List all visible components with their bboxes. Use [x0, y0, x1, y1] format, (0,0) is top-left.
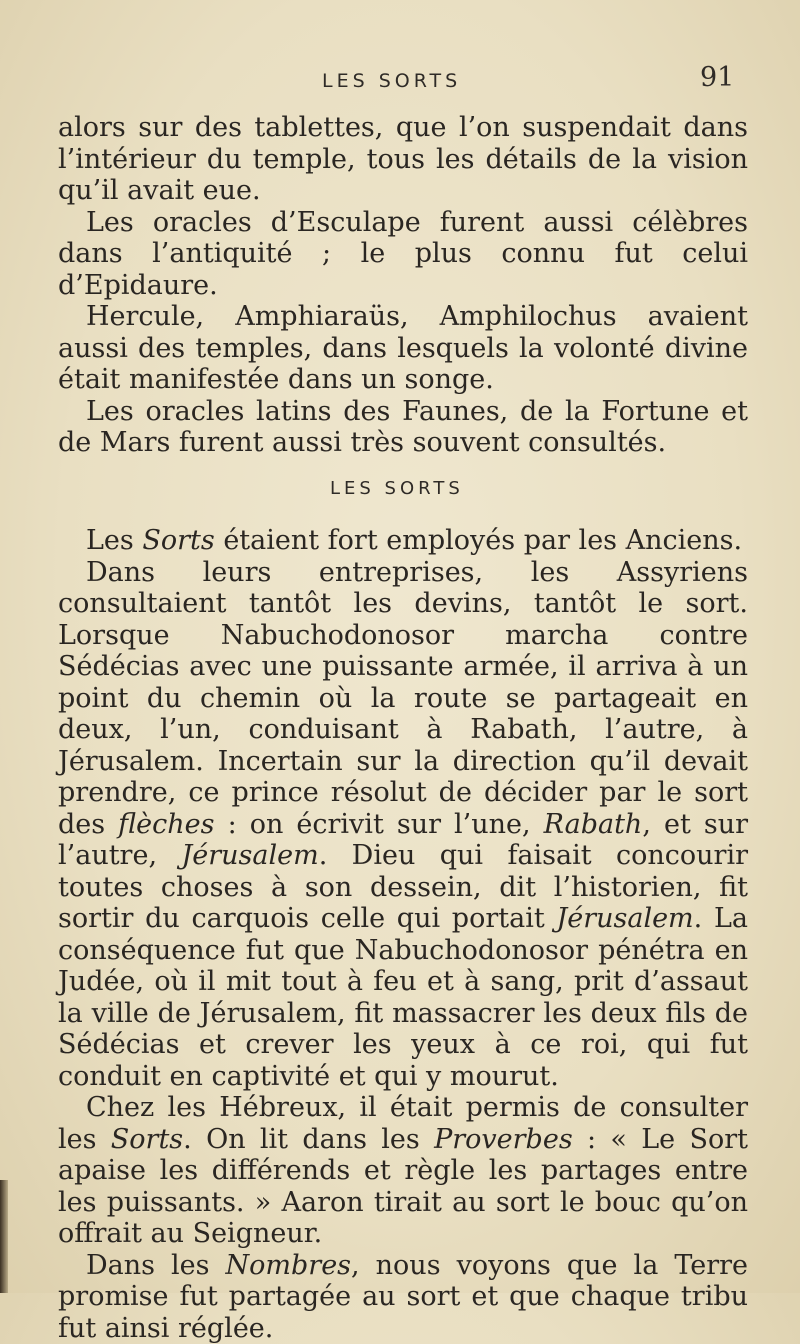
- section-text: [58, 525, 748, 1344]
- italic-term: Jérusalem: [181, 840, 318, 871]
- paragraph: Dans les Nombres, nous voyons que la Terre promise fut partagée au sort et que chaque tribu fut ainsi réglée.: [58, 1250, 748, 1344]
- section-title: LES SORTS: [330, 478, 464, 499]
- running-title: LES SORTS: [322, 70, 461, 92]
- italic-term: Sorts: [111, 1124, 183, 1155]
- italic-term: Nombres: [226, 1250, 352, 1281]
- paragraph: Dans leurs entreprises, les Assyriens consultaient tantôt les devins, tantôt le sort. Lorsque Nabuchodonosor marcha contre Sédécias avec une puissante armée, il arriva à un point du chemin où la route se partageait en deux, l’un, conduisant à Rabath, l’autre, à Jérusalem. Incertain sur la direction qu’il devait prendre, ce prince résolut de décider par le sort des flèches : on écrivit sur l’une, Rabath, et sur l’autre, Jérusalem. Dieu qui faisait concourir toutes choses à son dessein, dit l’historien, fit sortir du carquois celle qui portait Jérusalem. La conséquence fut que Nabuchodonosor pénétra en Judée, où il mit tout à feu et à sang, prit d’assaut la ville de Jérusalem, fit massacrer les deux fils de Sédécias et crever les yeux à ce roi, qui fut conduit en captivité et qui y mourut.: [58, 557, 748, 1093]
- page-number: 91: [700, 62, 734, 93]
- paragraph: Les Sorts étaient fort employés par les Anciens.: [58, 525, 748, 557]
- paragraph: Hercule, Amphiaraüs, Amphilochus avaient aussi des temples, dans lesquels la volonté divine était manifestée dans un songe.: [58, 301, 748, 396]
- paragraph: Les oracles latins des Faunes, de la Fortune et de Mars furent aussi très souvent consultés.: [58, 396, 748, 459]
- paragraph: Les oracles d’Esculape furent aussi célèbres dans l’antiquité ; le plus connu fut celui d’Epidaure.: [58, 207, 748, 302]
- italic-term: Sorts: [142, 525, 214, 556]
- italic-term: Rabath: [544, 809, 643, 840]
- italic-term: Jérusalem: [556, 903, 693, 934]
- intro-text: [58, 112, 748, 459]
- italic-term: Proverbes: [434, 1124, 573, 1155]
- paragraph: alors sur des tablettes, que l’on suspendait dans l’intérieur du temple, tous les détails de la vision qu’il avait eue.: [58, 112, 748, 207]
- page-edge-shadow: [0, 1180, 8, 1293]
- italic-term: flèches: [118, 809, 214, 840]
- paragraph: Chez les Hébreux, il était permis de consulter les Sorts. On lit dans les Proverbes : « Le Sort apaise les différends et règle les partages entre les puissants. » Aaron tirait au sort le bouc qu’on offrait au Seigneur.: [58, 1092, 748, 1250]
